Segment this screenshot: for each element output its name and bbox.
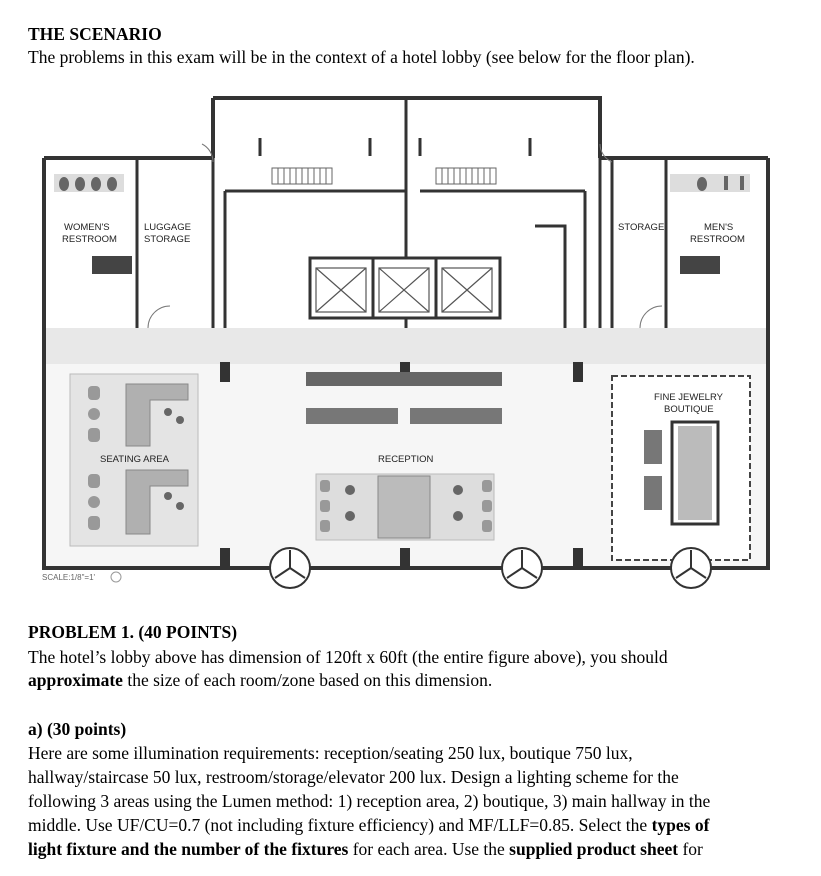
label-luggage-line2: STORAGE [144,234,191,245]
scenario-intro: The problems in this exam will be in the context of a hotel lobby (see below for the floor plan). [28,47,695,67]
elevator-bank [310,258,500,318]
part-a-heading: a) (30 points) [28,719,127,739]
types-of-emphasis: types of [651,815,710,835]
jewelry-boutique [612,376,750,560]
product-sheet-emphasis: supplied product sheet [509,839,679,859]
fixture-emphasis: light fixture and the number of the fixtures [28,839,349,859]
label-boutique-line2: BOUTIQUE [664,404,714,415]
part-a-line1: Here are some illumination requirements: reception/seating 250 lux, boutique 750 lux, [28,743,633,763]
problem1-line2 [28,669,492,692]
scale-label: SCALE:1/8"=1' [42,573,96,582]
label-reception: RECEPTION [378,454,434,465]
seating-area [70,374,198,546]
problem1-line1: The hotel’s lobby above has dimension of 120ft x 60ft (the entire figure above), you should [28,647,668,667]
part-a-line2: hallway/staircase 50 lux, restroom/storage/elevator 200 lux. Design a lighting scheme for the [28,767,679,787]
label-womens-line1: WOMEN'S [64,222,110,233]
problem1-heading: PROBLEM 1. (40 POINTS) [28,622,238,642]
part-a-line3: following 3 areas using the Lumen method: 1) reception area, 2) boutique, 3) main hallway in the [28,791,711,811]
part-a-line4-text: middle. Use UF/CU=0.7 (not including fixture efficiency) and MF/LLF=0.85. Select the [28,815,652,835]
problem1-line2-rest: the size of each room/zone based on this dimension. [122,670,493,690]
main-hallway [46,328,766,364]
label-womens-line2: RESTROOM [62,234,117,245]
label-luggage-line1: LUGGAGE [144,222,191,233]
label-mens-line2: RESTROOM [690,234,745,245]
part-a-line4 [28,814,709,837]
part-a-line5 [28,838,703,861]
label-mens-line1: MEN'S [704,222,734,233]
part-a-line5-text: for each area. Use the [348,839,510,859]
approximate-emphasis: approximate [28,670,123,690]
floor-plan [40,96,770,596]
label-seating-area: SEATING AREA [100,454,169,465]
label-storage: STORAGE [618,222,665,233]
part-a-line5-end: for [678,839,703,859]
scenario-heading: THE SCENARIO [28,24,162,44]
label-boutique-line1: FINE JEWELRY [654,392,723,403]
north-arrow-icon [111,572,121,582]
